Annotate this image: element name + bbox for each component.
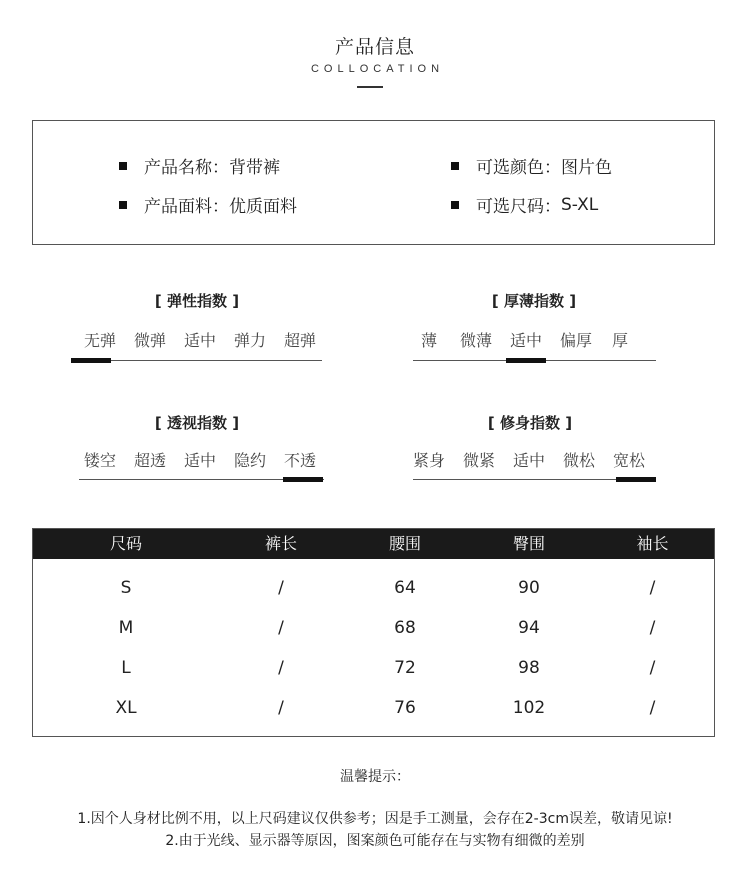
table-cell: / (278, 698, 284, 718)
table-header-cell: 裤长 (264, 534, 297, 553)
info-label: 可选颜色 (476, 158, 544, 178)
table-cell: / (649, 658, 656, 678)
index-title: [ 弹性指数 ] (154, 292, 240, 310)
table-cell: 64 (394, 578, 416, 598)
table-row (33, 688, 714, 728)
bullet-icon (119, 162, 127, 170)
info-sizes (451, 192, 598, 217)
scale-option: 弹力 (233, 331, 266, 350)
scale-option: 偏厚 (559, 331, 592, 350)
index-scale (407, 328, 639, 351)
size-table (32, 528, 715, 737)
scale-selected-marker (71, 358, 111, 363)
table-header-cell: 尺码 (109, 534, 142, 553)
index-scale (75, 328, 325, 351)
info-label: 可选尺码 (476, 197, 544, 217)
scale-selected-marker (283, 477, 323, 482)
table-cell: / (278, 618, 284, 638)
info-separator: ： (544, 197, 561, 217)
info-value: S-XL (561, 194, 599, 215)
info-fabric (119, 192, 297, 217)
table-cell: / (278, 578, 284, 598)
scale-option: 适中 (509, 331, 542, 350)
info-colors (451, 153, 612, 178)
table-cell: XL (115, 698, 137, 718)
table-cell: 94 (518, 618, 540, 638)
index-title: [ 厚薄指数 ] (491, 292, 577, 310)
table-cell: 68 (394, 618, 416, 638)
table-cell: S (120, 578, 132, 598)
scale-option: 微紧 (462, 451, 495, 470)
note-line: 1.因个人身材比例不用，以上尺码建议仅供参考；因是手工测量，会存在2-3cm误差，敬请见谅! (77, 811, 673, 827)
info-value: 优质面料 (229, 197, 297, 217)
info-value: 图片色 (561, 158, 612, 178)
table-header-cell: 臀围 (512, 534, 545, 553)
product-info-box (32, 120, 715, 245)
scale-selected-marker (616, 477, 656, 482)
table-cell: 72 (394, 658, 416, 678)
info-label: 产品名称 (144, 158, 212, 178)
scale-option: 适中 (183, 451, 216, 470)
scale-option: 镂空 (83, 451, 116, 470)
bullet-icon (451, 201, 459, 209)
table-cell: 76 (394, 698, 416, 718)
scale-option: 微松 (562, 451, 595, 470)
table-cell: 90 (518, 578, 540, 598)
scale-option: 超弹 (283, 331, 316, 350)
table-cell: L (121, 658, 131, 678)
scale-option: 紧身 (412, 451, 445, 470)
scale-option: 厚 (611, 331, 628, 350)
table-cell: / (649, 578, 656, 598)
table-cell: / (649, 698, 656, 718)
index-title: [ 修身指数 ] (487, 414, 573, 432)
table-row (33, 608, 714, 648)
notes-title: 温馨提示： (340, 769, 410, 785)
info-separator: ： (212, 197, 229, 217)
scale-option: 适中 (183, 331, 216, 350)
info-separator: ： (212, 158, 229, 178)
scale-option: 不透 (283, 451, 316, 470)
table-header-cell: 腰围 (388, 534, 421, 553)
scale-option: 微弹 (133, 331, 166, 350)
scale-option: 隐约 (233, 451, 266, 470)
index-scale (75, 448, 325, 471)
page-title: 产品信息 (334, 36, 415, 58)
info-product-name (119, 153, 280, 178)
table-cell: / (278, 658, 284, 678)
note-line: 2.由于光线、显示器等原因，图案颜色可能存在与实物有细微的差别 (165, 833, 585, 849)
scale-line (75, 360, 322, 361)
index-title: [ 透视指数 ] (154, 414, 240, 432)
table-cell: 102 (512, 698, 546, 718)
table-cell: / (649, 618, 656, 638)
bullet-icon (451, 162, 459, 170)
scale-option: 适中 (512, 451, 545, 470)
info-separator: ： (544, 158, 561, 178)
index-scale (404, 448, 654, 471)
scale-option: 微薄 (459, 331, 492, 350)
table-row (33, 568, 714, 608)
page-subtitle: COLLOCATION (310, 63, 445, 75)
info-value: 背带裤 (229, 158, 280, 178)
scale-option: 薄 (420, 331, 437, 350)
table-header-cell: 袖长 (636, 534, 669, 553)
table-header (33, 529, 714, 559)
table-row (33, 648, 714, 688)
scale-selected-marker (506, 358, 546, 363)
scale-option: 宽松 (612, 451, 645, 470)
table-cell: M (118, 618, 134, 638)
scale-option: 无弹 (83, 331, 116, 350)
bullet-icon (119, 201, 127, 209)
scale-option: 超透 (133, 451, 166, 470)
info-label: 产品面料 (144, 197, 212, 217)
title-divider (357, 86, 383, 88)
table-cell: 98 (518, 658, 540, 678)
